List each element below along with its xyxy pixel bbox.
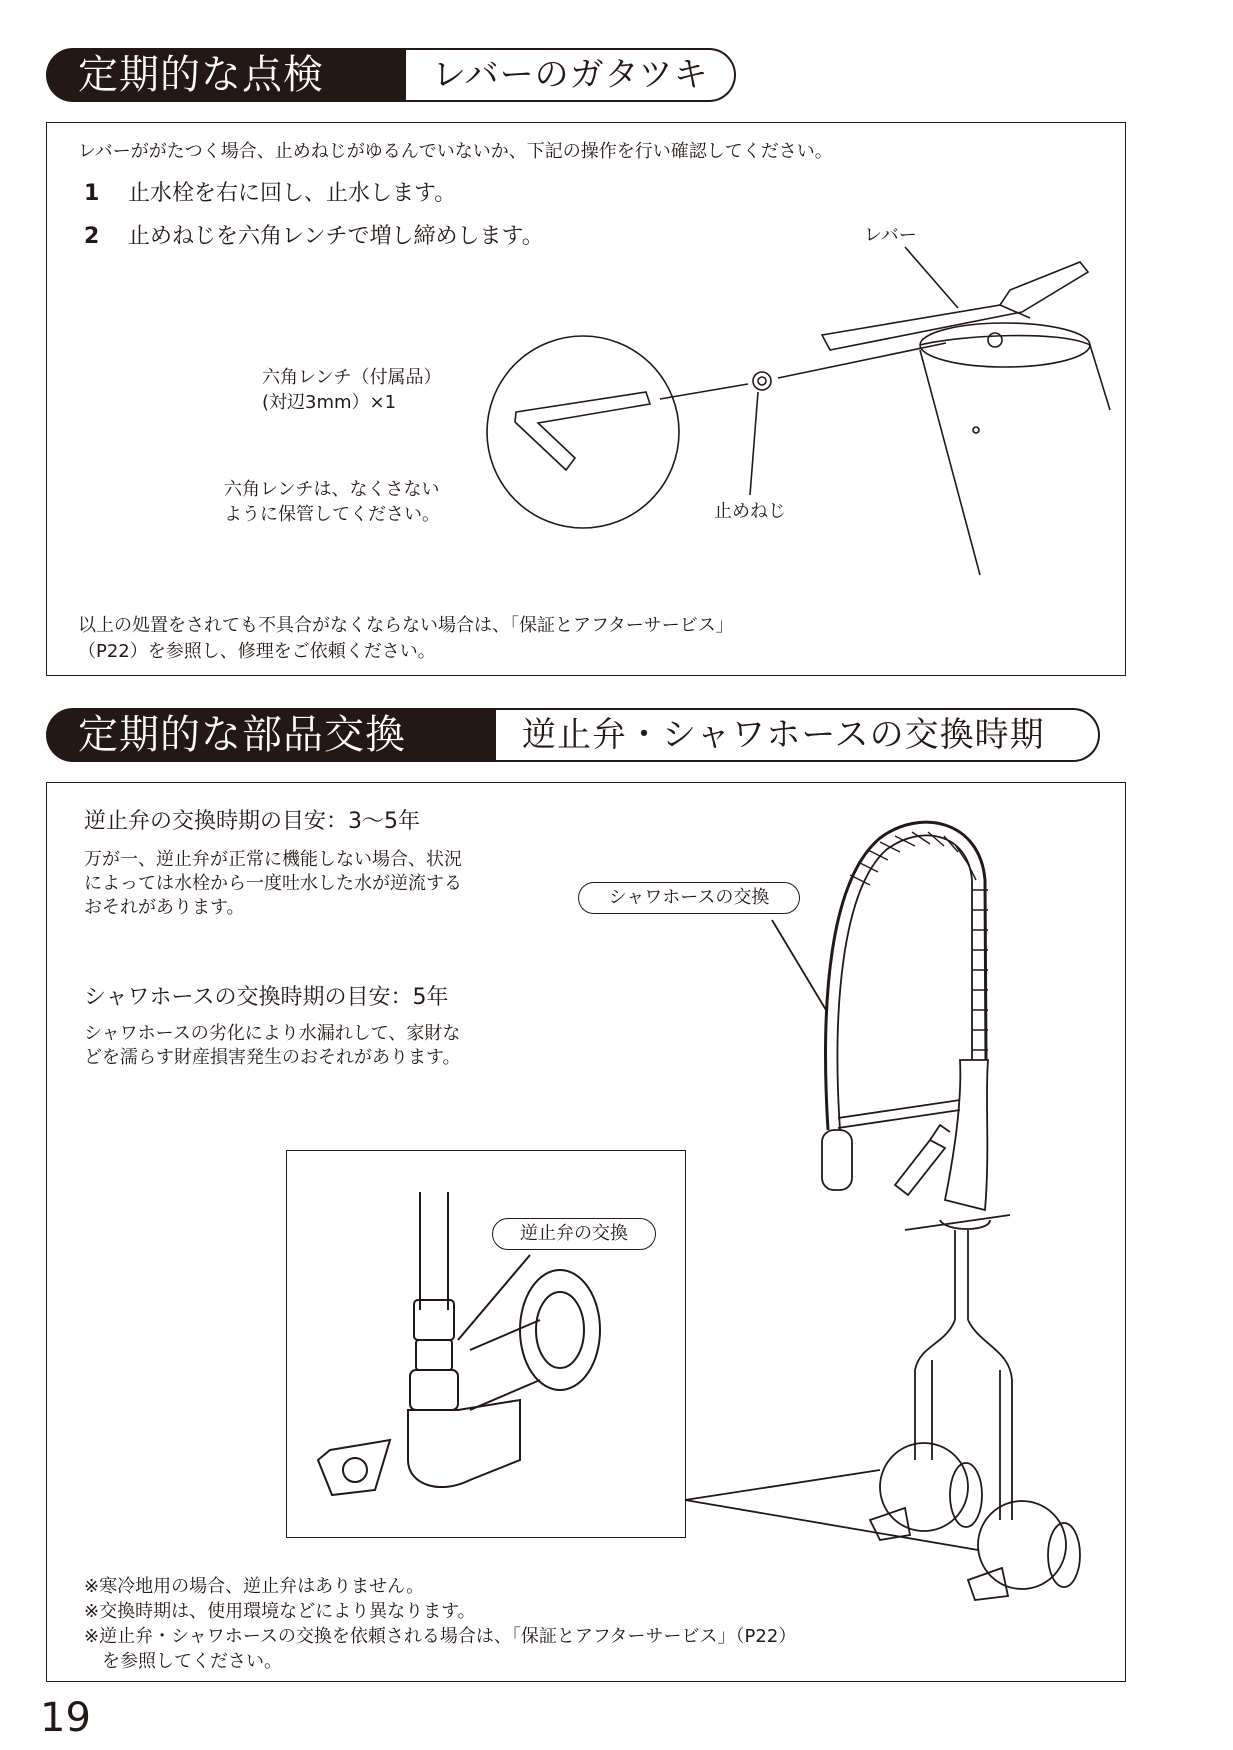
section1-intro: レバーががたつく場合、止めねじがゆるんでいないか、下記の操作を行い確認してください。 — [78, 141, 833, 162]
step-number: 2 — [84, 224, 100, 249]
section2-sub-title: 逆止弁・シャワホースの交換時期 — [496, 708, 1100, 762]
check-valve-desc-1: 万が一、逆止弁が正常に機能しない場合、状況 — [84, 849, 462, 870]
section1-main-title: 定期的な点検 — [46, 48, 406, 102]
step-text: 止めねじを六角レンチで増し締めします。 — [128, 224, 544, 249]
set-screw-label: 止めねじ — [714, 501, 786, 522]
note-1: ※寒冷地用の場合、逆止弁はありません。 — [84, 1576, 425, 1597]
note-2: ※交換時期は、使用環境などにより異なります。 — [84, 1601, 476, 1622]
section1-sub-title: レバーのガタツキ — [406, 48, 736, 102]
check-valve-heading: 逆止弁の交換時期の目安：3～5年 — [84, 809, 420, 834]
hose-desc-2: どを濡らす財産損害発生のおそれがあります。 — [84, 1047, 461, 1068]
hose-heading: シャワホースの交換時期の目安：5年 — [84, 985, 449, 1010]
keep-note-2: ように保管してください。 — [224, 504, 440, 525]
keep-note-1: 六角レンチは、なくさない — [224, 479, 440, 500]
check-valve-desc-3: おそれがあります。 — [84, 897, 245, 918]
section1-footer-1: 以上の処置をされても不具合がなくならない場合は、「保証とアフターサービス」 — [78, 615, 734, 636]
note-4: を参照してください。 — [84, 1651, 282, 1672]
lever-label: レバー — [864, 225, 917, 246]
step-text: 止水栓を右に回し、止水します。 — [128, 181, 457, 206]
note-3: ※逆止弁・シャワホースの交換を依頼される場合は、「保証とアフターサービス」（P22） — [84, 1626, 797, 1647]
section1-footer-2: （P22）を参照し、修理をご依頼ください。 — [78, 641, 436, 662]
page-number: 19 — [40, 1695, 91, 1741]
step-number: 1 — [84, 181, 100, 206]
hose-desc-1: シャワホースの劣化により水漏れして、家財な — [84, 1023, 461, 1044]
wrench-label-1: 六角レンチ（付属品） — [262, 367, 442, 388]
hose-callout: シャワホースの交換 — [578, 882, 800, 914]
section2-main-title: 定期的な部品交換 — [46, 708, 496, 762]
wrench-label-2: (対辺3mm）×1 — [262, 392, 397, 413]
valve-callout: 逆止弁の交換 — [492, 1218, 656, 1250]
check-valve-desc-2: によっては水栓から一度吐水した水が逆流する — [84, 873, 462, 894]
